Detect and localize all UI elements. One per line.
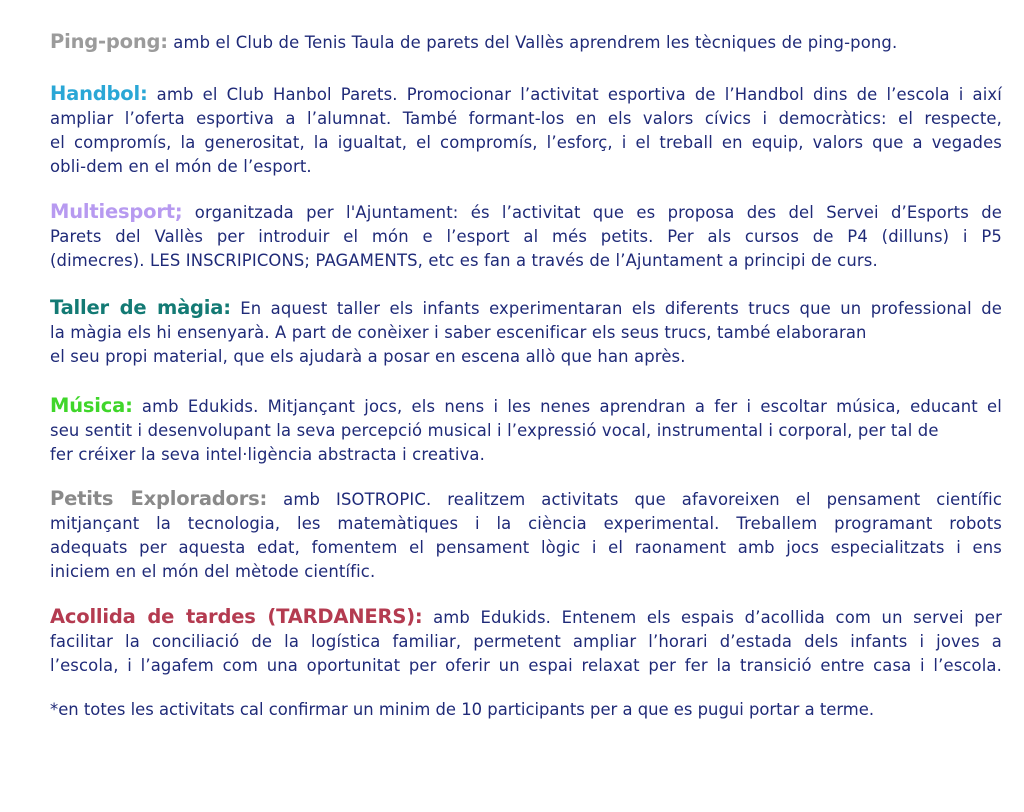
footnote: *en totes les activitats cal confirmar un minim de 10 participants per a que es pugui portar a terme. bbox=[50, 700, 875, 719]
section-musica bbox=[50, 394, 1002, 467]
section-title-taller-magia: Taller de màgia: bbox=[50, 296, 231, 319]
section-title-ping-pong: Ping-pong: bbox=[50, 30, 168, 53]
section-title-handbol: Handbol: bbox=[50, 82, 148, 105]
section-text-handbol-4: obli-dem en el món de l’esport. bbox=[50, 157, 312, 176]
section-text-musica-3: fer créixer la seva intel·ligència abstracta i creativa. bbox=[50, 445, 485, 464]
section-text-ping-pong: amb el Club de Tenis Taula de parets del Vallès aprendrem les tècniques de ping-pong. bbox=[173, 33, 898, 52]
section-petits-exploradors bbox=[50, 487, 1002, 584]
section-taller-magia bbox=[50, 296, 1002, 369]
section-multiesport bbox=[50, 200, 1002, 273]
section-ping-pong bbox=[50, 30, 1002, 55]
section-text-handbol-2: ampliar l’oferta esportiva a l’alumnat. També formant-los en els valors cívics i democràtics: el respecte, bbox=[50, 109, 1002, 128]
section-text-taller-magia-2: la màgia els hi ensenyarà. A part de conèixer i saber escenificar els seus trucs, també elaboraran bbox=[50, 323, 867, 342]
section-title-petits-exploradors: Petits Exploradors: bbox=[50, 487, 268, 510]
section-text-petits-exploradors-1: amb ISOTROPIC. realitzem activitats que afavoreixen el pensament científic bbox=[283, 490, 1002, 509]
section-text-petits-exploradors-3: adequats per aquesta edat, fomentem el pensament lògic i el raonament amb jocs especialitzats i ens bbox=[50, 538, 1002, 557]
section-acollida bbox=[50, 605, 1002, 678]
section-text-acollida-2: facilitar la conciliació de la logística familiar, permetent ampliar l’horari d’estada dels infants i joves a bbox=[50, 632, 1002, 651]
section-text-multiesport-3: (dimecres). LES INSCRIPICONS; PAGAMENTS, etc es fan a través de l’Ajuntament a principi de curs. bbox=[50, 251, 878, 270]
section-handbol bbox=[50, 82, 1002, 179]
section-title-multiesport: Multiesport; bbox=[50, 200, 183, 223]
section-text-petits-exploradors-4: iniciem en el món del mètode científic. bbox=[50, 562, 376, 581]
section-title-acollida: Acollida de tardes (TARDANERS): bbox=[50, 605, 423, 628]
section-text-musica-1: amb Edukids. Mitjançant jocs, els nens i les nenes aprendran a fer i escoltar música, educant el bbox=[141, 397, 1002, 416]
section-title-musica: Música: bbox=[50, 394, 133, 417]
section-text-taller-magia-3: el seu propi material, que els ajudarà a posar en escena allò que han après. bbox=[50, 347, 686, 366]
section-text-taller-magia-1: En aquest taller els infants experimentaran els diferents trucs que un professional de bbox=[240, 299, 1002, 318]
section-text-petits-exploradors-2: mitjançant la tecnologia, les matemàtiques i la ciència experimental. Treballem programant robots bbox=[50, 514, 1002, 533]
section-text-acollida-3: l’escola, i l’agafem com una oportunitat per oferir un espai relaxat per fer la transició entre casa i l’escola. bbox=[50, 656, 1002, 675]
section-text-acollida-1: amb Edukids. Entenem els espais d’acollida com un servei per bbox=[433, 608, 1002, 627]
section-text-handbol-1: amb el Club Hanbol Parets. Promocionar l’activitat esportiva de l’Handbol dins de l’escola i així bbox=[156, 85, 1002, 104]
section-text-multiesport-1: organitzada per l'Ajuntament: és l’activitat que es proposa des del Servei d’Esports de bbox=[194, 203, 1002, 222]
section-text-handbol-3: el compromís, la generositat, la igualtat, el compromís, l’esforç, i el treball en equip, valors que a vegades bbox=[50, 133, 1002, 152]
section-text-multiesport-2: Parets del Vallès per introduir el món e l’esport al més petits. Per als cursos de P4 (dilluns) i P5 bbox=[50, 227, 1002, 246]
section-text-musica-2: seu sentit i desenvolupant la seva percepció musical i l’expressió vocal, instrumental i corporal, per tal de bbox=[50, 421, 939, 440]
